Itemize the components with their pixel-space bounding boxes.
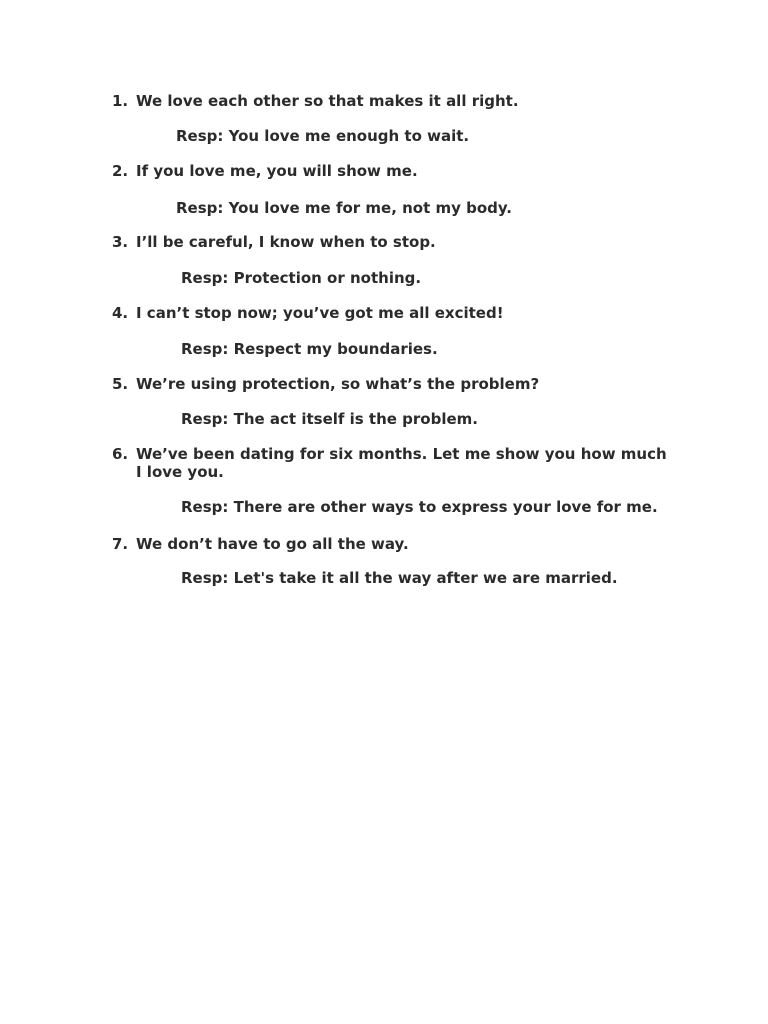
item-response: Resp: The act itself is the problem. [181,410,478,428]
item-statement: We’ve been dating for six months. Let me show you how much I love you. [136,445,667,481]
item-statement: We don’t have to go all the way. [136,535,409,553]
item-statement: We love each other so that makes it all right. [136,92,519,110]
item-response: Resp: Protection or nothing. [181,269,422,287]
item-number: 4. [112,304,129,322]
list-item [112,92,672,110]
item-number: 5. [112,375,129,393]
item-response: Resp: There are other ways to express your love for me. [181,498,658,516]
list-item [112,162,672,180]
list-item [112,375,672,393]
item-statement: We’re using protection, so what’s the problem? [136,375,540,393]
item-statement: I can’t stop now; you’ve got me all excited! [136,304,504,322]
item-statement: If you love me, you will show me. [136,162,418,180]
item-statement: I’ll be careful, I know when to stop. [136,233,436,251]
item-response: Resp: Respect my boundaries. [181,340,438,358]
item-number: 1. [112,92,129,110]
list-item [112,233,672,251]
list-item [112,304,672,322]
item-number: 2. [112,162,129,180]
item-number: 6. [112,445,129,463]
item-response: Resp: You love me for me, not my body. [176,199,513,217]
item-number: 7. [112,535,129,553]
list-item [112,535,672,553]
item-response: Resp: Let's take it all the way after we are married. [181,569,618,587]
item-number: 3. [112,233,129,251]
list-item [112,445,672,481]
item-response: Resp: You love me enough to wait. [176,127,470,145]
